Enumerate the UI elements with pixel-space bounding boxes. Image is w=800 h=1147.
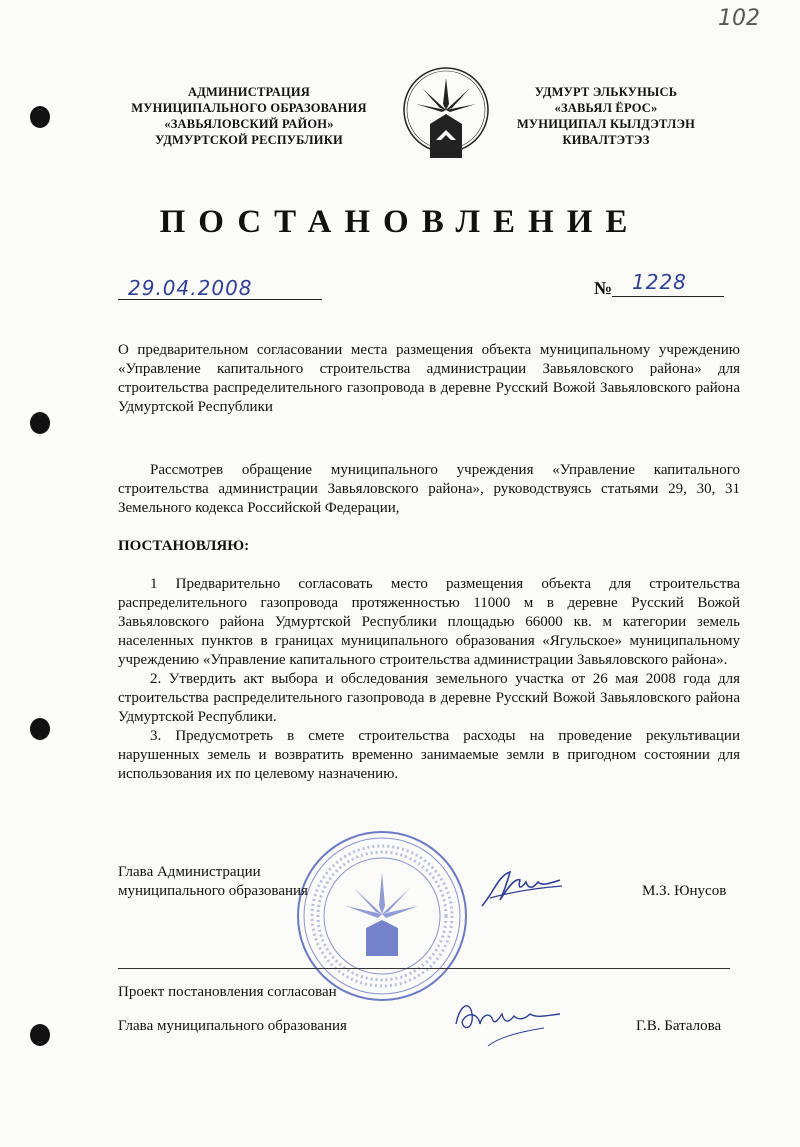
official-stamp xyxy=(294,828,470,1004)
binder-hole-3 xyxy=(30,718,50,740)
approval-note: Проект постановления согласован xyxy=(118,984,337,1000)
document-title: ПОСТАНОВЛЕНИЕ xyxy=(159,204,641,240)
number-sign: № xyxy=(594,278,613,298)
binder-hole-1 xyxy=(30,106,50,128)
decree-item: 1 Предварительно согласовать место размещения объекта для строительства распределительного газопровода протяженностью 11000 м в деревне Русский Вожой Завьяловского района Удмуртской Республики площадью 66000 кв. м категории земель населенных пунктов в границах муниципального образования «Ягульское» муниципальному учреждению «Управление капитального строительства администрации Завьяловского района». xyxy=(118,576,740,668)
header-right-line: МУНИЦИПАЛ КЫЛДЭТЛЭН xyxy=(516,117,696,131)
document-subject: О предварительном согласовании места размещения объекта муниципальному учреждению «Управление капитального строительства администрации Завьяловского района» для строительства распределительного газопровода в деревне Русский Вожой Завьяловского района Удмуртской Республики xyxy=(118,342,740,415)
document-number: 1228 xyxy=(632,270,687,294)
header-left-line: УДМУРТСКОЙ РЕСПУБЛИКИ xyxy=(155,133,343,147)
document-date: 29.04.2008 xyxy=(128,276,253,300)
signer1-title-line1: Глава Администрации xyxy=(118,864,261,880)
decree-item: 3. Предусмотреть в смете строительства расходы на проведение рекультивации нарушенных земель и возвратить временно занимаемые земли в пригодном состоянии для использования их по целевому назначению. xyxy=(118,728,740,782)
signature-scribble-1 xyxy=(476,862,566,912)
header-right-line: КИВАЛТЭТЭЗ xyxy=(562,133,650,147)
header-left-line: АДМИНИСТРАЦИЯ xyxy=(187,85,311,99)
header-left xyxy=(118,84,380,148)
header-left-line: МУНИЦИПАЛЬНОГО ОБРАЗОВАНИЯ xyxy=(131,101,367,115)
header-right-line: «ЗАВЬЯЛ ЁРОС» xyxy=(554,101,658,115)
number-underline xyxy=(612,296,724,297)
divider-line xyxy=(118,968,730,969)
signer1-title-line2: муниципального образования xyxy=(118,883,308,899)
binder-hole-2 xyxy=(30,412,50,434)
page-number: 102 xyxy=(718,6,760,31)
preamble: Рассмотрев обращение муниципального учреждения «Управление капитального строительства администрации Завьяловского района», руководствуясь статьями 29, 30, 31 Земельного кодекса Российской Федерации, xyxy=(118,462,740,516)
signer1-name: М.З. Юнусов xyxy=(642,883,727,899)
signature-scribble-2 xyxy=(448,994,568,1052)
date-underline xyxy=(118,299,322,300)
header-left-line: «ЗАВЬЯЛОВСКИЙ РАЙОН» xyxy=(164,117,334,131)
decree-item: 2. Утвердить акт выбора и обследования земельного участка от 26 мая 2008 года для строительства распределительного газопровода в деревне Русский Вожой Завьяловского района Удмуртской Республики. xyxy=(118,671,740,725)
header-right xyxy=(508,84,704,148)
decree-word: ПОСТАНОВЛЯЮ: xyxy=(118,538,250,554)
signer2-title: Глава муниципального образования xyxy=(118,1018,347,1034)
header-right-line: УДМУРТ ЭЛЬКУНЫСЬ xyxy=(534,85,678,99)
binder-hole-4 xyxy=(30,1024,50,1046)
decree-items xyxy=(118,575,740,784)
signer2-name: Г.В. Баталова xyxy=(636,1018,722,1034)
emblem-logo xyxy=(400,64,492,160)
